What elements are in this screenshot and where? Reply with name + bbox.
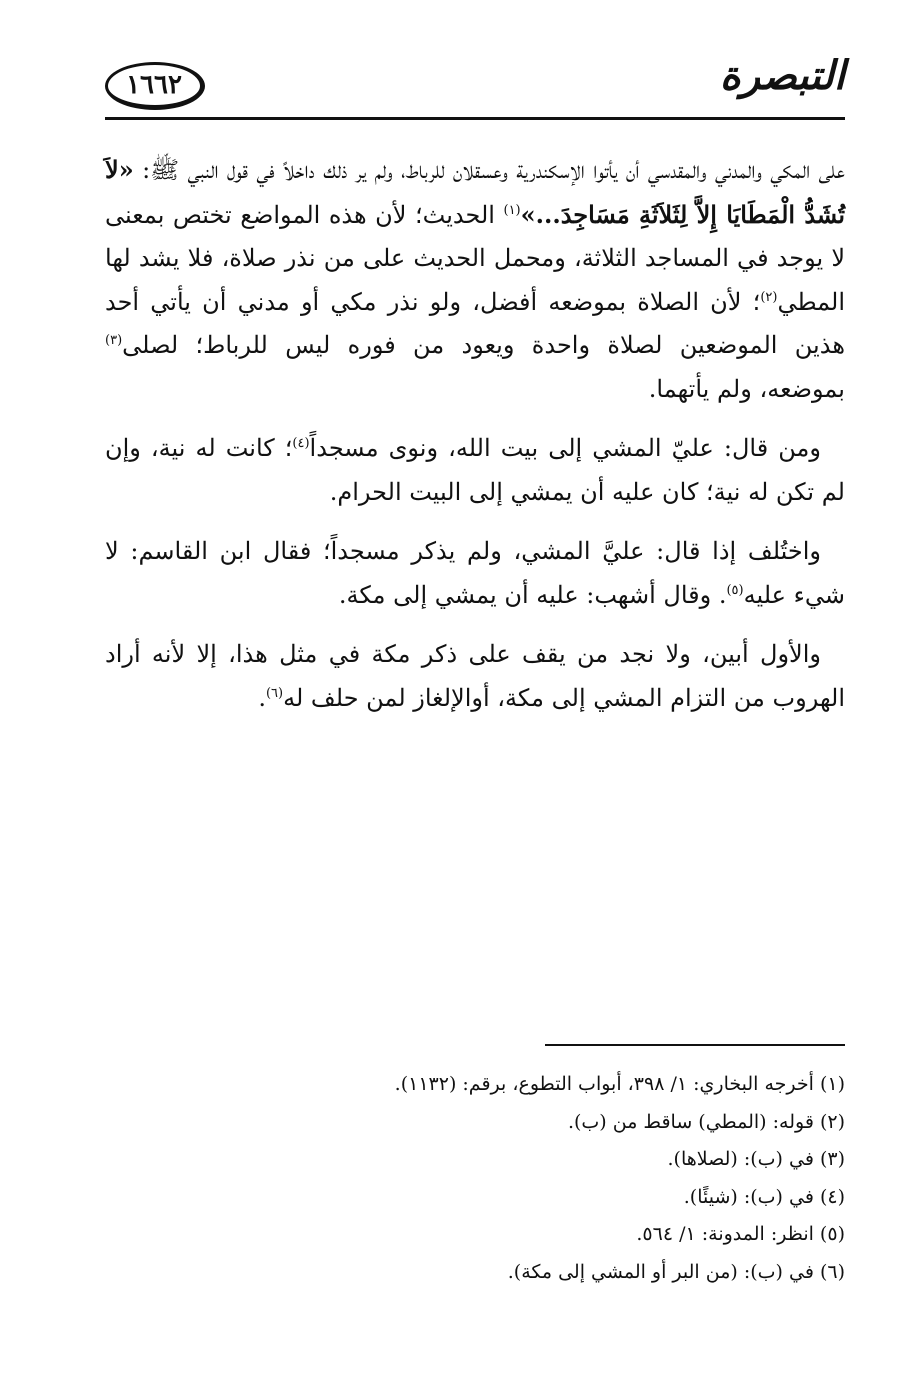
footnote-ref-3: (٣): [105, 333, 123, 348]
page-header: [105, 48, 845, 120]
footnote-4: (٤) في (ب): (شيئًا).: [683, 1185, 845, 1208]
footnote-ref-6: (٦): [265, 685, 284, 701]
paragraph-1-text-d: بموضعه، ولم يأتهما.: [648, 374, 845, 403]
paragraph-4-text-b: .: [258, 683, 266, 712]
main-text: [105, 148, 845, 736]
paragraph-3-text-a: واختُلف إذا قال: عليَّ المشي، ولم يذكر مسجداً؛ فقال ابن القاسم: لا شيء عليه: [105, 537, 845, 609]
paragraph-1: [105, 148, 845, 411]
paragraph-3: [105, 530, 845, 617]
paragraph-1-text-a: على المكي والمدني والمقدسي أن يأتوا الإسكندرية وعسقلان للرباط، ولم ير ذلك داخلاً في قول النبي ﷺ:: [133, 156, 845, 184]
footnote-divider: [545, 1044, 845, 1046]
paragraph-4: [105, 633, 845, 720]
paragraph-1-text-c: ؛ لأن الصلاة بموضعه أفضل، ولو نذر مكي أو مدني أن يأتي أحد هذين الموضعين لصلاة واحدة ويعود من فوره ليس للرباط؛ لصلى: [105, 287, 845, 359]
footnote-ref-1: (١): [503, 202, 521, 218]
page-number-badge: [105, 62, 205, 110]
paragraph-2-text-a: ومن قال: عليّ المشي إلى بيت الله، ونوى مسجداً: [309, 434, 821, 462]
paragraph-2: [105, 427, 845, 514]
hadith-quote: «لاَ تُشَدُّ الْمَطَايَا إِلاَّ لِثَلاَثَةِ مَسَاجِدَ...»: [105, 155, 845, 229]
footnote-5: (٥) انظر: المدونة: ١/ ٥٦٤.: [636, 1223, 845, 1245]
book-title: التبصرة: [719, 52, 845, 99]
page-number: ١٦٦٢: [126, 70, 182, 100]
footnote-ref-2: (٢): [760, 289, 778, 305]
paragraph-2-text-b: ؛ كانت له نية، وإن لم تكن له نية؛ كان عليه أن يمشي إلى البيت الحرام.: [105, 434, 845, 506]
paragraph-1-text-b: الحديث؛ لأن هذه المواضع تختص بمعنى لا يوجد في المساجد الثلاثة، ومحمل الحديث على من نذر صلاة، فلا يشد لها المطي: [105, 200, 845, 316]
paragraph-4-text-a: والأول أبين، ولا نجد من يقف على ذكر مكة في مثل هذا، إلا لأنه أراد الهروب من التزام المشي إلى مكة، أوالإلغاز لمن حلف له: [105, 640, 845, 712]
footnote-6: (٦) في (ب): (من البر أو المشي إلى مكة).: [507, 1260, 845, 1283]
footnote-3: (٣) في (ب): (لصلاها).: [667, 1148, 845, 1170]
header-divider: [105, 117, 845, 120]
footnote-ref-4: (٤): [292, 436, 310, 451]
footnote-1: (١) أخرجه البخاري: ١/ ٣٩٨، أبواب التطوع، برقم: (١١٣٢).: [394, 1073, 845, 1095]
paragraph-3-text-b: . وقال أشهب: عليه أن يمشي إلى مكة.: [338, 580, 727, 609]
footnote-2: (٢) قوله: (المطي) ساقط من (ب).: [567, 1110, 845, 1133]
footnotes-list: [105, 1066, 845, 1291]
footnote-ref-5: (٥): [726, 582, 744, 598]
